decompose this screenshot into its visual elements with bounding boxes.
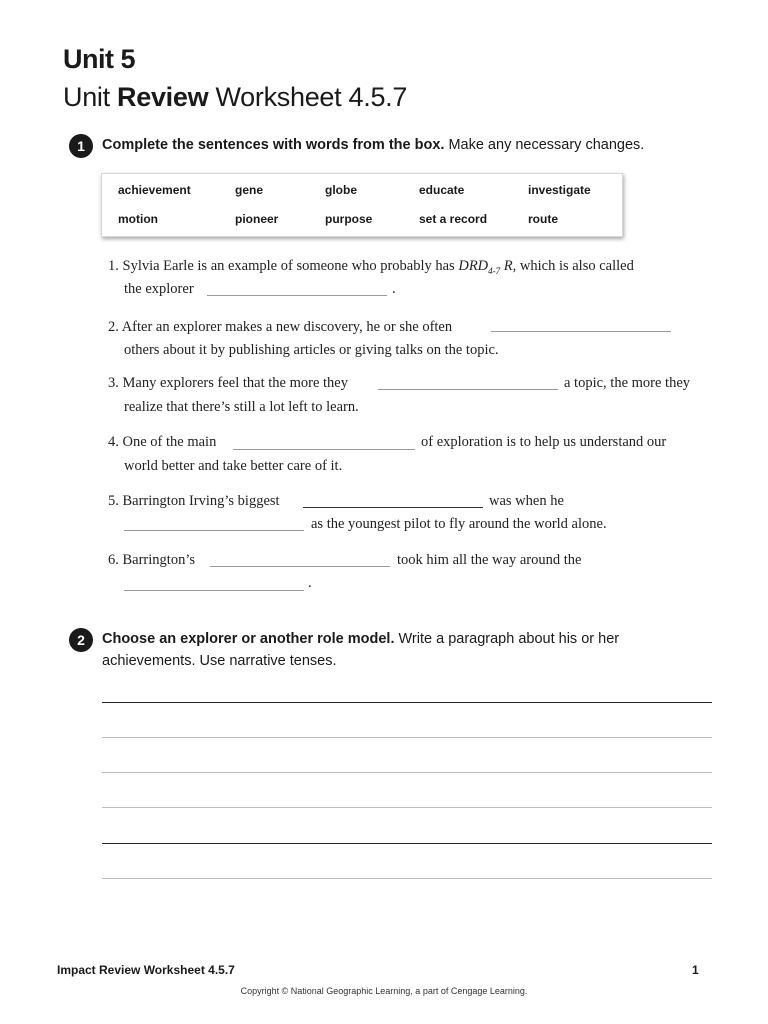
word-box-item: set a record — [419, 212, 488, 226]
question-text: which is also called — [516, 258, 634, 274]
word-box-item: achievement — [118, 183, 191, 197]
title-suffix: Worksheet 4.5.7 — [208, 82, 408, 112]
section-2-instruction-rest: Write a paragraph about his or her — [394, 631, 620, 647]
answer-blank[interactable] — [491, 331, 671, 332]
question-5-text-2: was when he — [489, 493, 564, 509]
question-6-text-3: . — [308, 575, 312, 591]
answer-blank[interactable] — [233, 449, 415, 450]
copyright-notice: Copyright © National Geographic Learning, a part of Cengage Learning. — [240, 986, 528, 996]
question-4-text-2: of exploration is to help us understand our — [421, 434, 667, 450]
gene-name-subscript: 4-7 — [488, 265, 501, 276]
word-box-item: globe — [325, 183, 357, 197]
question-5-line-2: as the youngest pilot to fly around the world alone. — [311, 516, 607, 532]
word-box-item: pioneer — [235, 212, 279, 226]
answer-blank[interactable] — [378, 389, 558, 390]
section-1-instruction-bold: Complete the sentences with words from the box. — [102, 137, 445, 153]
footer-worksheet-title: Impact Review Worksheet 4.5.7 — [57, 963, 235, 977]
question-2-line-1 — [108, 317, 452, 337]
answer-blank[interactable] — [124, 530, 304, 531]
answer-blank[interactable] — [207, 295, 387, 296]
page-number: 1 — [692, 963, 699, 977]
question-1-line-1 — [108, 256, 634, 281]
answer-blank[interactable] — [210, 566, 390, 567]
question-1-text-2: the explorer — [124, 281, 194, 297]
word-box-item: route — [528, 212, 558, 226]
question-text: Sylvia Earle is an example of someone who probably has — [122, 258, 459, 274]
question-text: Barrington Irving’s biggest — [122, 493, 280, 509]
writing-line[interactable] — [102, 737, 712, 738]
question-2-line-2: others about it by publishing articles or giving talks on the topic. — [124, 342, 499, 358]
question-3-line-1 — [108, 373, 348, 393]
word-box-item: motion — [118, 212, 158, 226]
title-bold: Review — [117, 82, 209, 112]
section-2-number-badge: 2 — [69, 628, 93, 652]
question-3-text-2: a topic, the more they — [564, 375, 691, 391]
question-1-text-3: . — [392, 281, 396, 297]
unit-heading: Unit 5 — [63, 44, 136, 74]
writing-line[interactable] — [102, 702, 712, 703]
word-box — [101, 173, 623, 237]
section-1-instruction — [102, 134, 644, 156]
section-2-instruction — [102, 628, 619, 650]
question-6-line-1 — [108, 550, 195, 570]
writing-line[interactable] — [102, 878, 712, 879]
gene-name — [458, 258, 516, 274]
question-5-line-1 — [108, 491, 280, 511]
question-number: 2. — [108, 319, 119, 335]
question-number: 6. — [108, 552, 119, 568]
question-3-line-2: realize that there’s still a lot left to learn. — [124, 399, 359, 415]
question-4-line-1 — [108, 432, 216, 452]
question-text: One of the main — [122, 434, 217, 450]
section-2-instruction-bold: Choose an explorer or another role model. — [102, 631, 395, 647]
word-box-item: gene — [235, 183, 264, 197]
section-1-number-badge: 1 — [69, 134, 93, 158]
question-number: 4. — [108, 434, 119, 450]
word-box-item: investigate — [528, 183, 591, 197]
answer-blank[interactable] — [124, 590, 304, 591]
question-text: Barrington’s — [122, 552, 195, 568]
question-6-text-2: took him all the way around the — [397, 552, 582, 568]
question-number: 5. — [108, 493, 119, 509]
writing-line[interactable] — [102, 807, 712, 808]
section-2-instruction-line-2: achievements. Use narrative tenses. — [102, 653, 337, 669]
title-prefix: Unit — [63, 82, 118, 112]
gene-name-main: DRD — [458, 258, 489, 274]
page-title — [63, 82, 407, 113]
question-number: 1. — [108, 258, 119, 274]
gene-name-suffix: R, — [500, 258, 517, 274]
question-text: Many explorers feel that the more they — [122, 375, 348, 391]
question-number: 3. — [108, 375, 119, 391]
writing-line[interactable] — [102, 843, 712, 844]
section-1-instruction-rest: Make any necessary changes. — [444, 137, 645, 153]
question-text: After an explorer makes a new discovery, he or she often — [121, 319, 453, 335]
word-box-item: purpose — [325, 212, 373, 226]
question-4-line-2: world better and take better care of it. — [124, 458, 343, 474]
writing-line[interactable] — [102, 772, 712, 773]
answer-blank[interactable] — [303, 507, 483, 508]
word-box-item: educate — [419, 183, 465, 197]
